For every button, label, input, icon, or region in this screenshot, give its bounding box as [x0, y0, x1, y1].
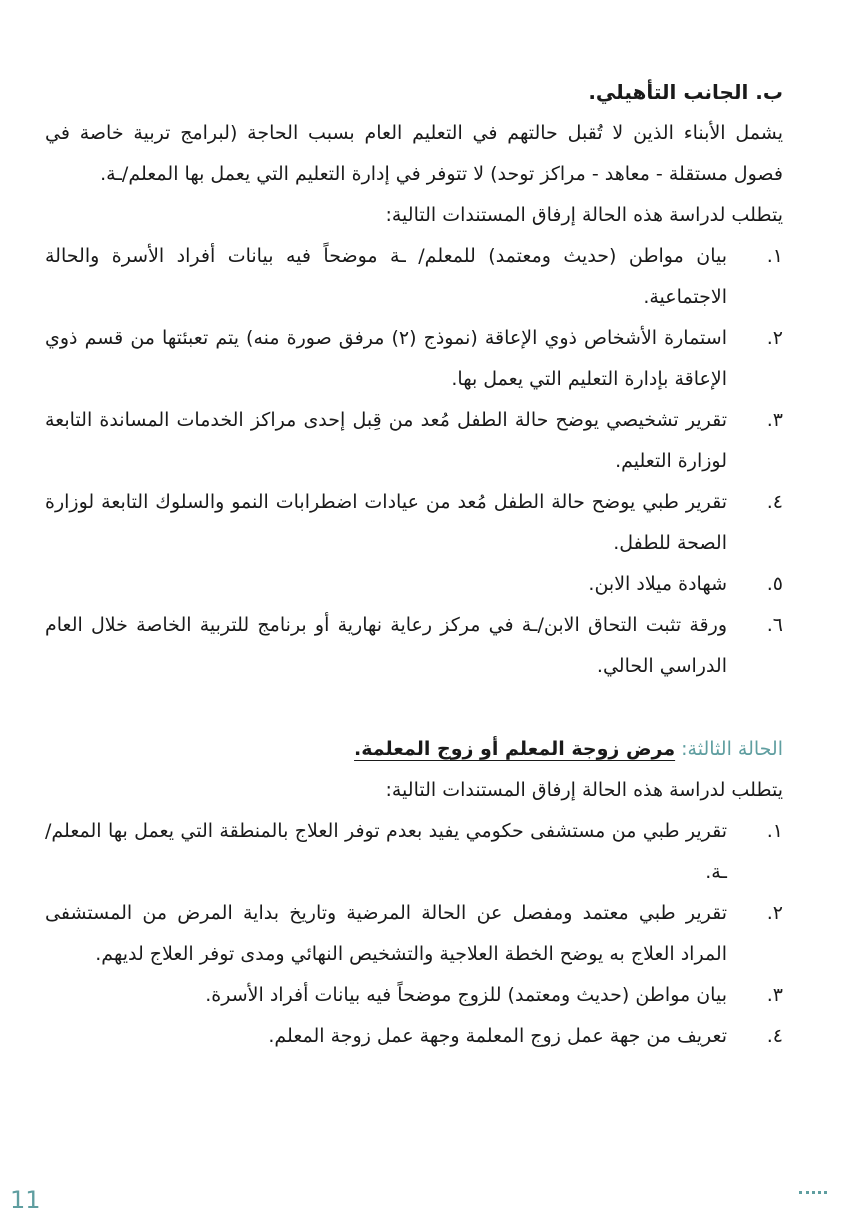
case-3-intro: يتطلب لدراسة هذه الحالة إرفاق المستندات التالية:: [385, 779, 783, 801]
list-item-number: ٢.: [766, 327, 783, 349]
list-item: [45, 975, 783, 1016]
list-item-number: ٤.: [766, 1025, 783, 1047]
list-item-number: ٤.: [766, 491, 783, 513]
section-b-document-list: [45, 236, 783, 687]
case-3-document-list: [45, 811, 783, 1057]
list-item: [45, 1016, 783, 1057]
list-item-text: شهادة ميلاد الابن.: [588, 573, 727, 595]
list-item-text: تقرير طبي من مستشفى حكومي يفيد بعدم توفر العلاج بالمنطقة التي يعمل بها المعلم/ ـة.: [45, 820, 727, 883]
case-3-title: مرض زوجة المعلم أو زوج المعلمة.: [354, 738, 676, 760]
list-item-number: ١.: [766, 820, 783, 842]
page-number: 11: [10, 1186, 41, 1214]
list-item: [45, 400, 783, 482]
list-item: [45, 893, 783, 975]
list-item: [45, 605, 783, 687]
section-b-paragraph: يشمل الأبناء الذين لا تُقبل حالتهم في التعليم العام بسبب الحاجة (لبرامج تربية خاصة في فصول مستقلة - معاهد - مراكز توحد) لا تتوفر في إدارة التعليم التي يعمل بها المعلم/ـة.: [45, 122, 783, 185]
case-3-heading: [45, 729, 783, 770]
list-item-text: بيان مواطن (حديث ومعتمد) للزوج موضحاً فيه بيانات أفراد الأسرة.: [205, 984, 727, 1006]
list-item: [45, 318, 783, 400]
case-3-label: الحالة الثالثة:: [681, 738, 783, 760]
section-b-intro: يتطلب لدراسة هذه الحالة إرفاق المستندات التالية:: [385, 204, 783, 226]
list-item: [45, 482, 783, 564]
list-item-text: بيان مواطن (حديث ومعتمد) للمعلم/ ـة موضحاً فيه بيانات أفراد الأسرة والحالة الاجتماعية.: [45, 245, 727, 308]
list-item-number: ٣.: [766, 409, 783, 431]
list-item-number: ٥.: [766, 573, 783, 595]
list-item-text: تقرير طبي معتمد ومفصل عن الحالة المرضية وتاريخ بداية المرض من المستشفى المراد العلاج به يوضح الخطة العلاجية والتشخيص النهائي ومدى توفر العلاج لديهم.: [45, 902, 727, 965]
list-item-text: استمارة الأشخاص ذوي الإعاقة (نموذج (٢) مرفق صورة منه) يتم تعبئتها من قسم ذوي الإعاقة بإدارة التعليم التي يعمل بها.: [45, 327, 727, 390]
footer-decoration: [799, 1191, 827, 1200]
list-item-text: تعريف من جهة عمل زوج المعلمة وجهة عمل زوجة المعلم.: [268, 1025, 727, 1047]
list-item-number: ٢.: [766, 902, 783, 924]
list-item: [45, 236, 783, 318]
list-item-text: ورقة تثبت التحاق الابن/ـة في مركز رعاية نهارية أو برنامج للتربية الخاصة خلال العام الدراسي الحالي.: [45, 614, 727, 677]
list-item-number: ٦.: [766, 614, 783, 636]
list-item: [45, 564, 783, 605]
list-item: [45, 811, 783, 893]
section-b-heading: ب. الجانب التأهيلي.: [588, 80, 783, 104]
document-page: [45, 72, 783, 1057]
list-item-text: تقرير تشخيصي يوضح حالة الطفل مُعد من قِبل إحدى مراكز الخدمات المساندة التابعة لوزارة التعليم.: [45, 409, 727, 472]
list-item-text: تقرير طبي يوضح حالة الطفل مُعد من عيادات اضطرابات النمو والسلوك التابعة لوزارة الصحة للطفل.: [45, 491, 727, 554]
list-item-number: ١.: [766, 245, 783, 267]
list-item-number: ٣.: [766, 984, 783, 1006]
